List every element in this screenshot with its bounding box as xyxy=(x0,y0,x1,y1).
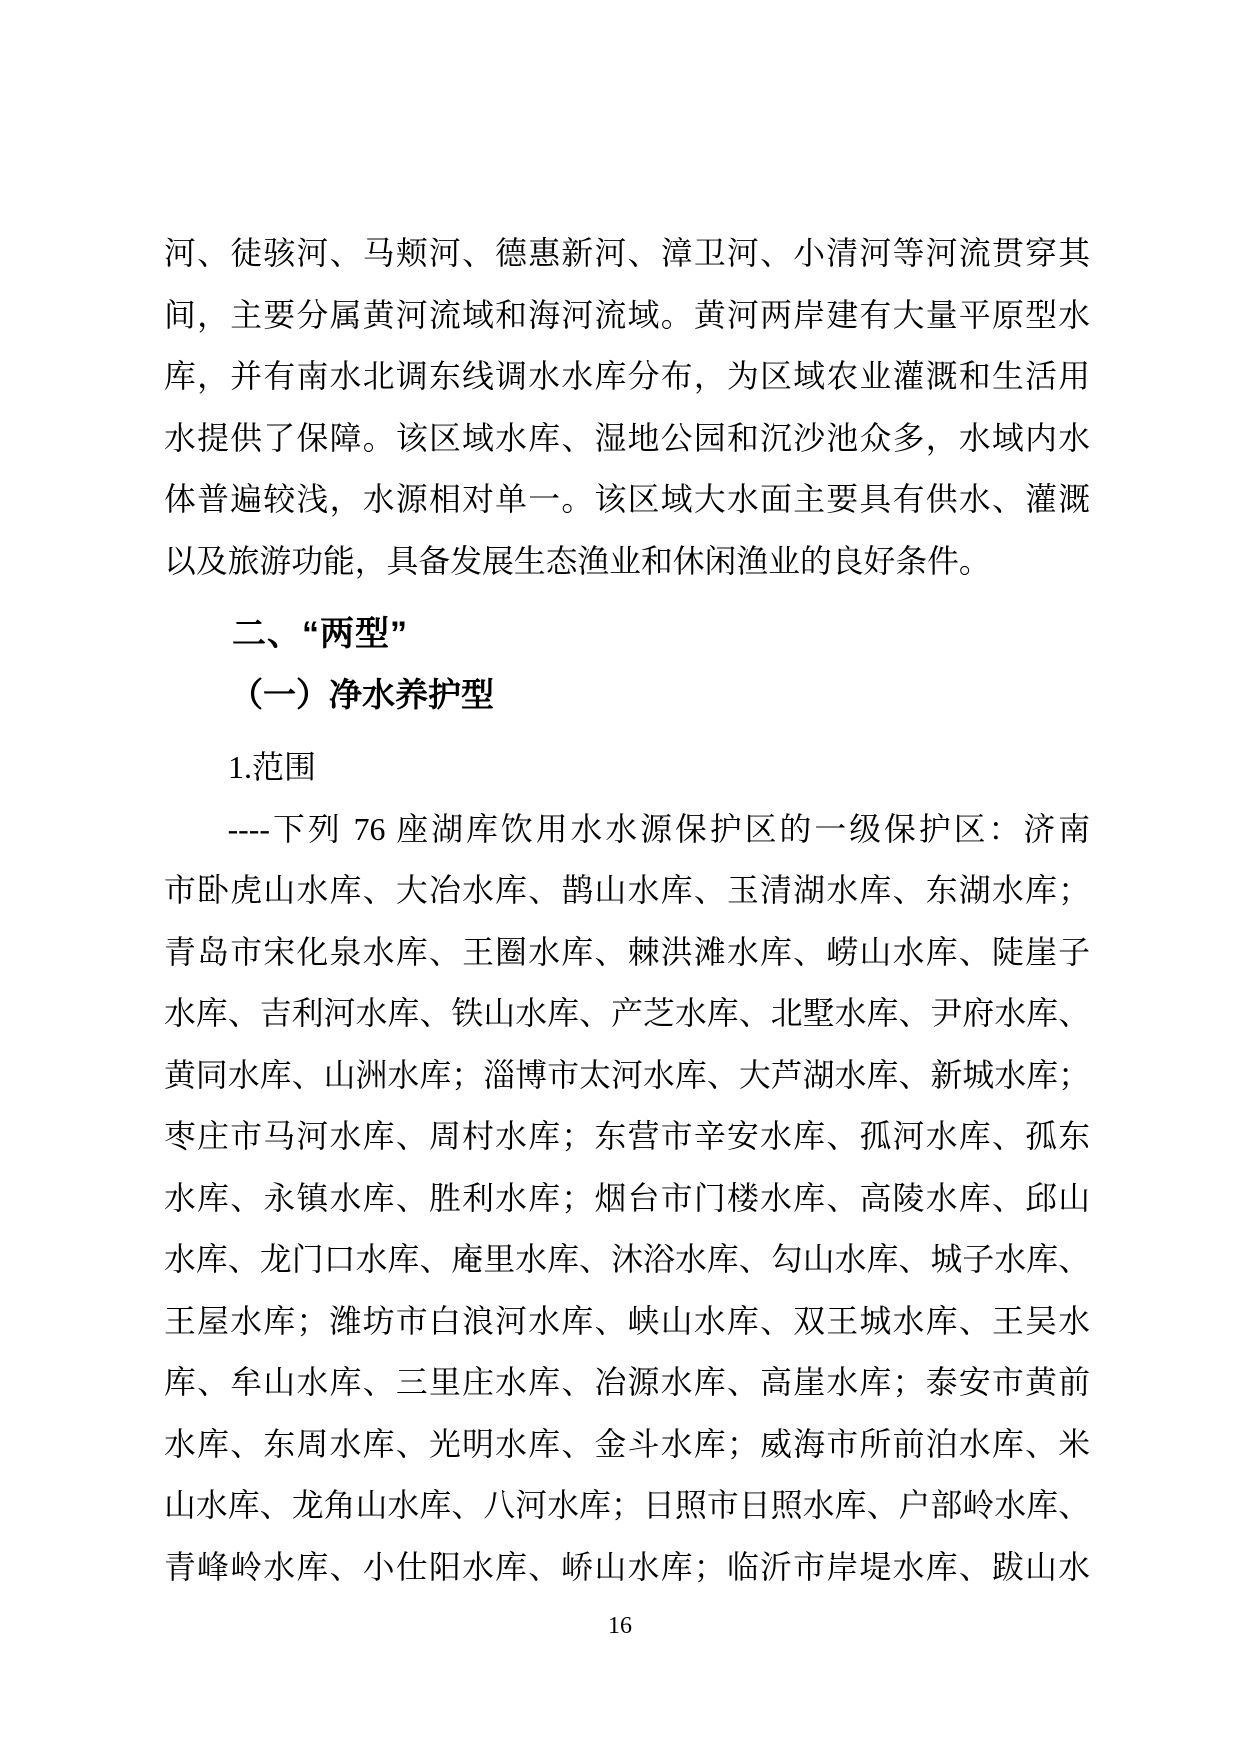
text-line: 市卧虎山水库、大冶水库、鹊山水库、玉清湖水库、东湖水库； xyxy=(164,873,1090,908)
text-line: 青峰岭水库、小仕阳水库、峤山水库；临沂市岸堤水库、跋山水 xyxy=(164,1549,1090,1585)
text-line: 枣庄市马河水库、周村水库；东营市辛安水库、孤河水库、孤东 xyxy=(164,1119,1090,1154)
text-line: 间，主要分属黄河流域和海河流域。黄河两岸建有大量平原型水 xyxy=(164,297,1090,333)
text-line: 黄同水库、山洲水库；淄博市太河水库、大芦湖水库、新城水库； xyxy=(164,1057,1090,1093)
text-line: 水库、永镇水库、胜利水库；烟台市门楼水库、高陵水库、邱山 xyxy=(164,1180,1090,1216)
text-line: 库、牟山水库、三里庄水库、冶源水库、高崖水库；泰安市黄前 xyxy=(164,1365,1090,1400)
page-content xyxy=(164,223,1090,1598)
section-heading-two-types: 二、“两型” xyxy=(232,615,408,653)
text-line: 青岛市宋化泉水库、王圈水库、棘洪滩水库、崂山水库、陡崖子 xyxy=(164,934,1090,970)
text-line: 王屋水库；潍坊市白浪河水库、峡山水库、双王城水库、王吴水 xyxy=(164,1303,1090,1339)
text-line: 水库、吉利河水库、铁山水库、产芝水库、北墅水库、尹府水库、 xyxy=(164,996,1090,1031)
text-line: 库，并有南水北调东线调水水库分布，为区域农业灌溉和生活用 xyxy=(164,359,1090,394)
item-heading-scope: 1.范围 xyxy=(228,749,317,785)
paragraph-reservoir-list xyxy=(164,799,1090,1599)
subsection-heading-water-purification-type: （一）净水养护型 xyxy=(230,677,494,714)
text-line: 山水库、龙角山水库、八河水库；日照市日照水库、户部岭水库、 xyxy=(164,1488,1090,1523)
text-line: 水库、东周水库、光明水库、金斗水库；威海市所前泊水库、米 xyxy=(164,1426,1090,1462)
paragraph-region-overview xyxy=(164,223,1090,592)
text-line: 河、徒骇河、马颊河、德惠新河、漳卫河、小清河等河流贯穿其 xyxy=(164,236,1090,271)
text-line: 水库、龙门口水库、庵里水库、沐浴水库、勾山水库、城子水库、 xyxy=(164,1242,1090,1277)
text-line: 体普遍较浅，水源相对单一。该区域大水面主要具有供水、灌溉 xyxy=(164,482,1090,517)
text-line: ----下列 76 座湖库饮用水水源保护区的一级保护区：济南 xyxy=(227,811,1090,847)
text-line: 以及旅游功能，具备发展生态渔业和休闲渔业的良好条件。 xyxy=(164,543,991,579)
page-number: 16 xyxy=(608,1613,632,1639)
text-line: 水提供了保障。该区域水库、湿地公园和沉沙池众多，水域内水 xyxy=(164,420,1090,456)
